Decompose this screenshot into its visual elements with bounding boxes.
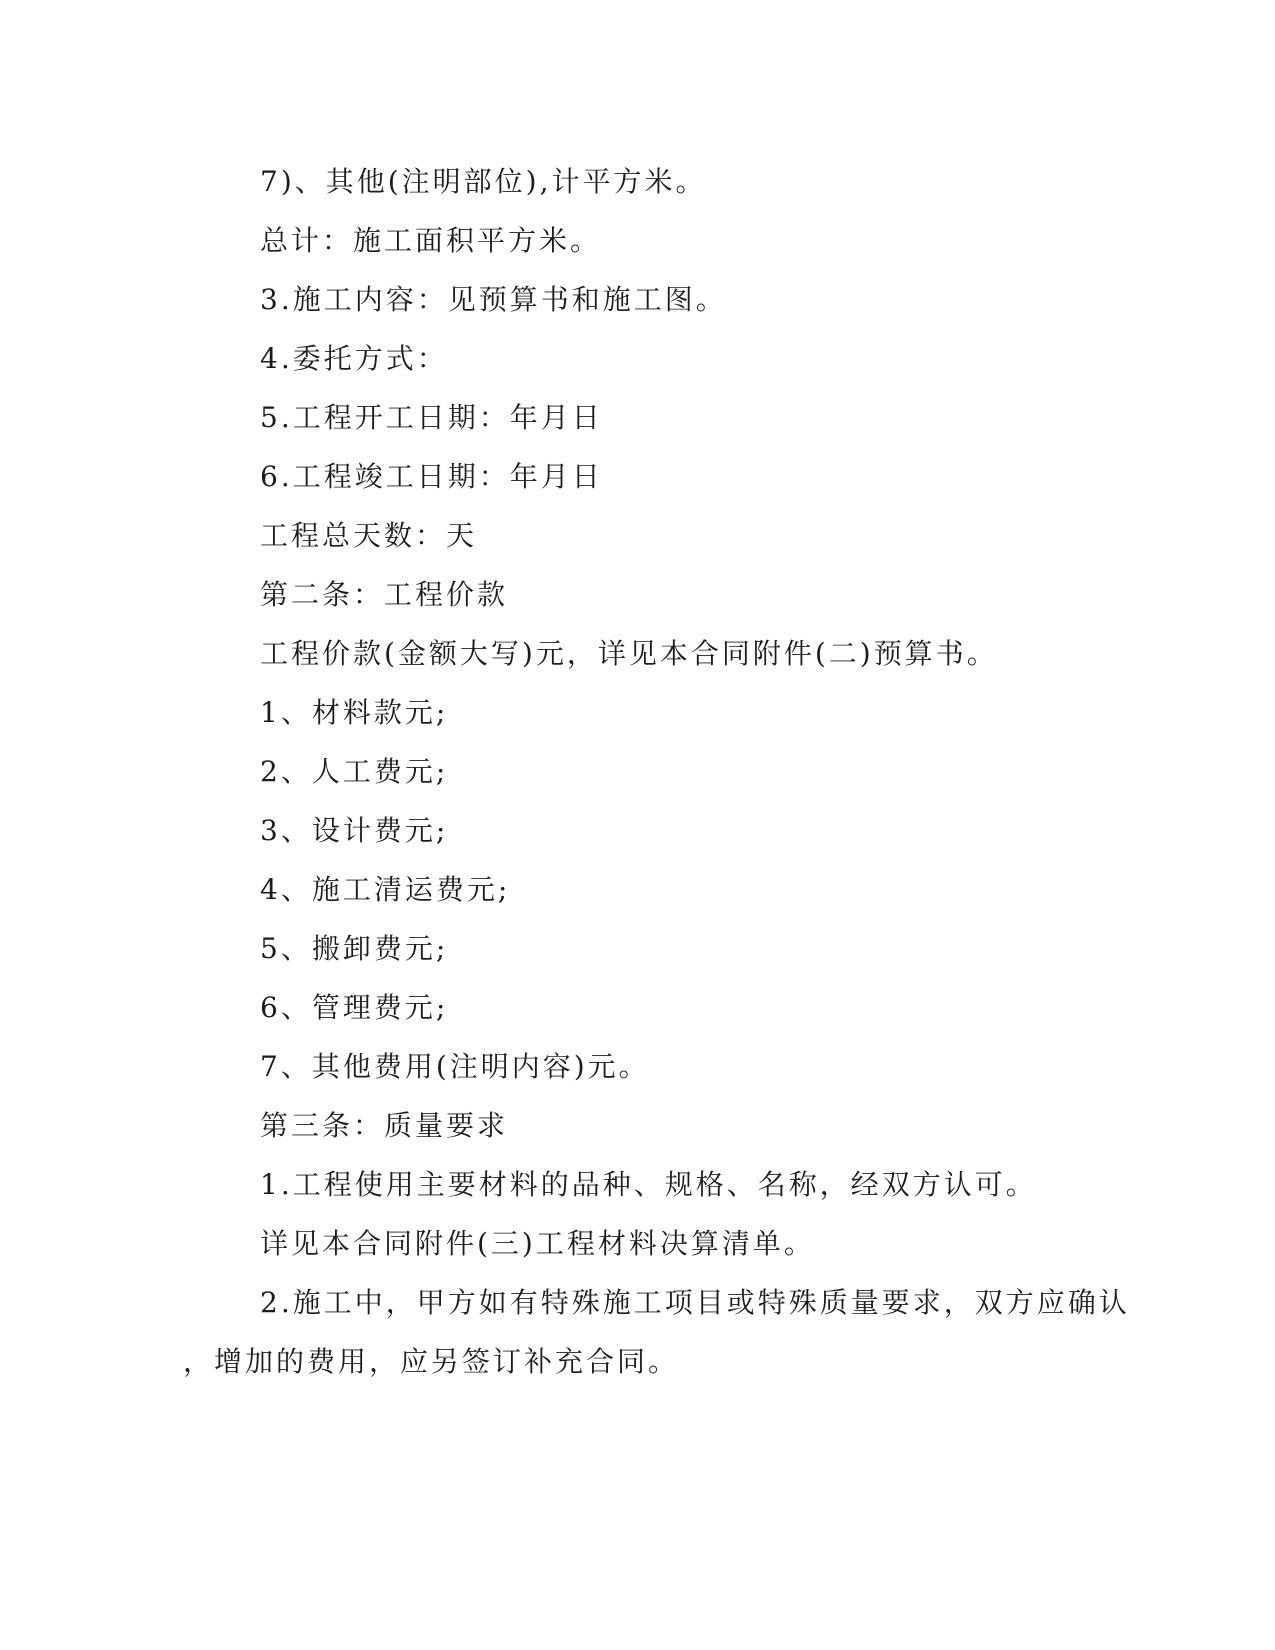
text-line-supplementary-contract: ，增加的费用，应另签订补充合同。: [183, 1345, 680, 1378]
list-item-moving: 5、搬卸费元;: [260, 932, 449, 965]
list-item-other-fees: 7、其他费用(注明内容)元。: [260, 1050, 650, 1083]
list-item-design: 3、设计费元;: [260, 814, 449, 847]
text-line-total-area: 总计：施工面积平方米。: [260, 224, 602, 257]
section-heading-article-2: 第二条：工程价款: [260, 578, 509, 611]
text-line-materials-list: 详见本合同附件(三)工程材料决算清单。: [260, 1227, 815, 1260]
text-line-completion-date: 6.工程竣工日期：年月日: [260, 460, 603, 493]
list-item-management: 6、管理费元;: [260, 991, 449, 1024]
section-heading-article-3: 第三条：质量要求: [260, 1109, 509, 1142]
text-line-commission-method: 4.委托方式：: [260, 342, 448, 375]
text-line-total-days: 工程总天数：天: [260, 519, 478, 552]
list-item-cleanup: 4、施工清运费元;: [260, 873, 511, 906]
list-item-materials: 1、材料款元;: [260, 696, 449, 729]
text-line-materials-approval: 1.工程使用主要材料的品种、规格、名称，经双方认可。: [260, 1168, 1037, 1201]
text-line-special-requirements: 2.施工中，甲方如有特殊施工项目或特殊质量要求，双方应确认: [260, 1286, 1130, 1319]
text-line-project-price: 工程价款(金额大写)元，详见本合同附件(二)预算书。: [260, 637, 998, 670]
text-line-other-area: 7)、其他(注明部位),计平方米。: [260, 165, 707, 198]
text-line-start-date: 5.工程开工日期：年月日: [260, 401, 603, 434]
list-item-labor: 2、人工费元;: [260, 755, 449, 788]
text-line-construction-content: 3.施工内容：见预算书和施工图。: [260, 283, 727, 316]
